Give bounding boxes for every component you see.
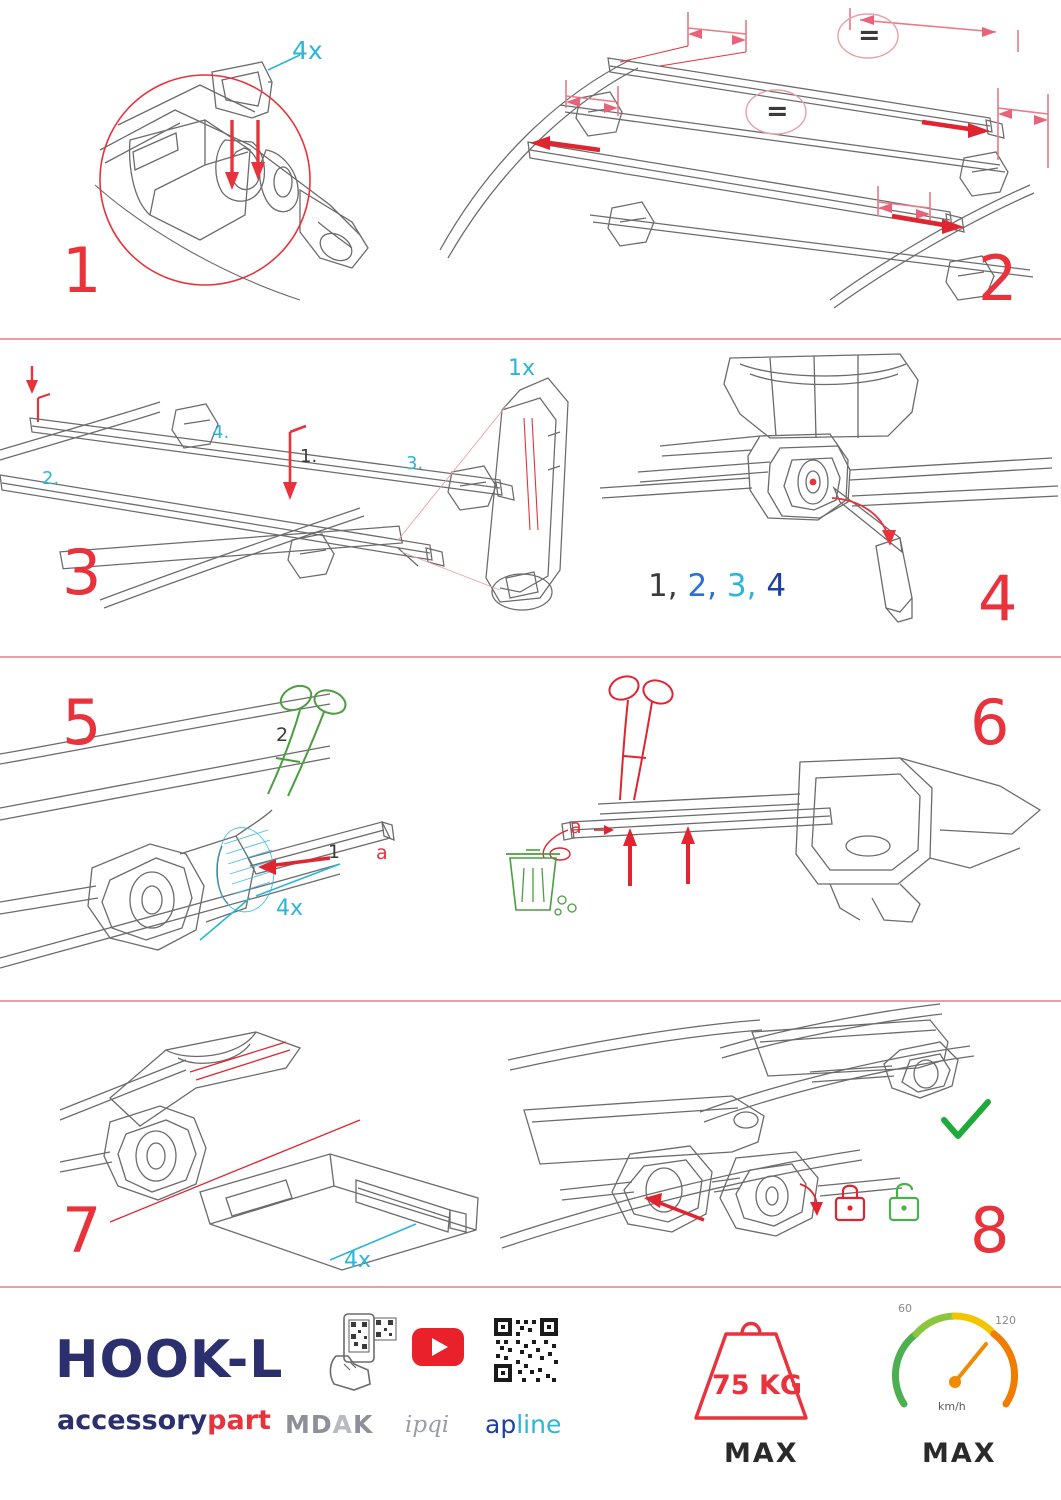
step-number-5: 5 [62, 686, 101, 759]
step-number-3: 3 [62, 536, 101, 609]
step-5-panel [0, 658, 500, 1000]
push-arrow [644, 1193, 704, 1220]
label-order-1: 1. [300, 446, 318, 467]
step-4-panel [600, 340, 1061, 656]
gauge-tick-120: 120 [995, 1314, 1016, 1327]
step-number-6: 6 [970, 686, 1009, 759]
brand-logo [57, 1405, 271, 1436]
mdak-suffix: K [353, 1410, 374, 1439]
step-6-panel [500, 658, 1061, 1000]
press-down-arrow-small [26, 366, 50, 422]
scrap-piece [543, 830, 570, 860]
label-tighten-sequence: 1, 2, 3, 4 [648, 568, 787, 604]
insert-guide [524, 418, 538, 530]
max-load-icon [686, 1308, 816, 1428]
label-quantity-4x: 4x [292, 36, 323, 65]
footer [0, 1290, 1061, 1500]
highlight-circle [100, 75, 310, 285]
apline-prefix: ap [485, 1410, 517, 1439]
step-2-illustration [430, 0, 1061, 338]
leader-line-4x [200, 898, 250, 940]
bolt-marker [810, 479, 817, 486]
qr-scan-phone-icon[interactable] [320, 1312, 400, 1392]
brand-suffix: part [207, 1405, 271, 1436]
max-speed-caption: MAX [922, 1438, 997, 1469]
label-equal-lower: = [766, 96, 789, 127]
label-quantity-4x: 4x [344, 1248, 372, 1273]
step-number-8: 8 [970, 1194, 1009, 1267]
clip-part [212, 62, 272, 118]
product-name: HOOK-L [55, 1330, 284, 1390]
label-equal-upper: = [858, 20, 881, 51]
apline-suffix: line [516, 1410, 562, 1439]
check-mark-icon [944, 1102, 988, 1136]
partner-mdak [285, 1410, 373, 1439]
gauge-tick-60: 60 [898, 1302, 912, 1315]
step-number-1: 1 [62, 234, 101, 307]
label-callout-2: 2 [276, 724, 289, 746]
step-3-panel [0, 340, 600, 656]
mdak-accent: A [332, 1410, 353, 1439]
step-number-2: 2 [978, 242, 1017, 315]
scissors-icon [606, 672, 676, 800]
label-callout-a: a [570, 816, 582, 838]
qr-code-icon[interactable] [492, 1316, 560, 1384]
max-load-caption: MAX [724, 1438, 799, 1469]
label-callout-a: a [376, 842, 388, 864]
step-8-panel [500, 1002, 1061, 1288]
step-number-7: 7 [62, 1194, 101, 1267]
label-quantity-1x: 1x [508, 356, 536, 381]
lock-closed-icon [836, 1186, 864, 1220]
step-7-panel [0, 1002, 500, 1288]
partner-ipqi: ipqi [405, 1412, 450, 1438]
partner-apline [485, 1410, 561, 1439]
callout-a-arrow [594, 825, 614, 835]
youtube-icon[interactable] [412, 1328, 464, 1366]
label-order-3: 3. [406, 453, 424, 474]
step-2-panel [430, 0, 1061, 338]
label-order-4: 4. [212, 422, 230, 443]
brand-prefix: accessory [57, 1405, 208, 1436]
label-quantity-4x: 4x [276, 896, 304, 921]
leader-line-4x [330, 1224, 416, 1260]
max-load-value: 75 KG [712, 1370, 803, 1401]
step-1-panel [0, 0, 430, 338]
step-number-4: 4 [978, 562, 1017, 635]
label-order-2: 2. [42, 468, 60, 489]
speed-unit: km/h [938, 1400, 966, 1413]
label-callout-1: 1 [328, 841, 341, 863]
mdak-prefix: MD [285, 1410, 333, 1439]
